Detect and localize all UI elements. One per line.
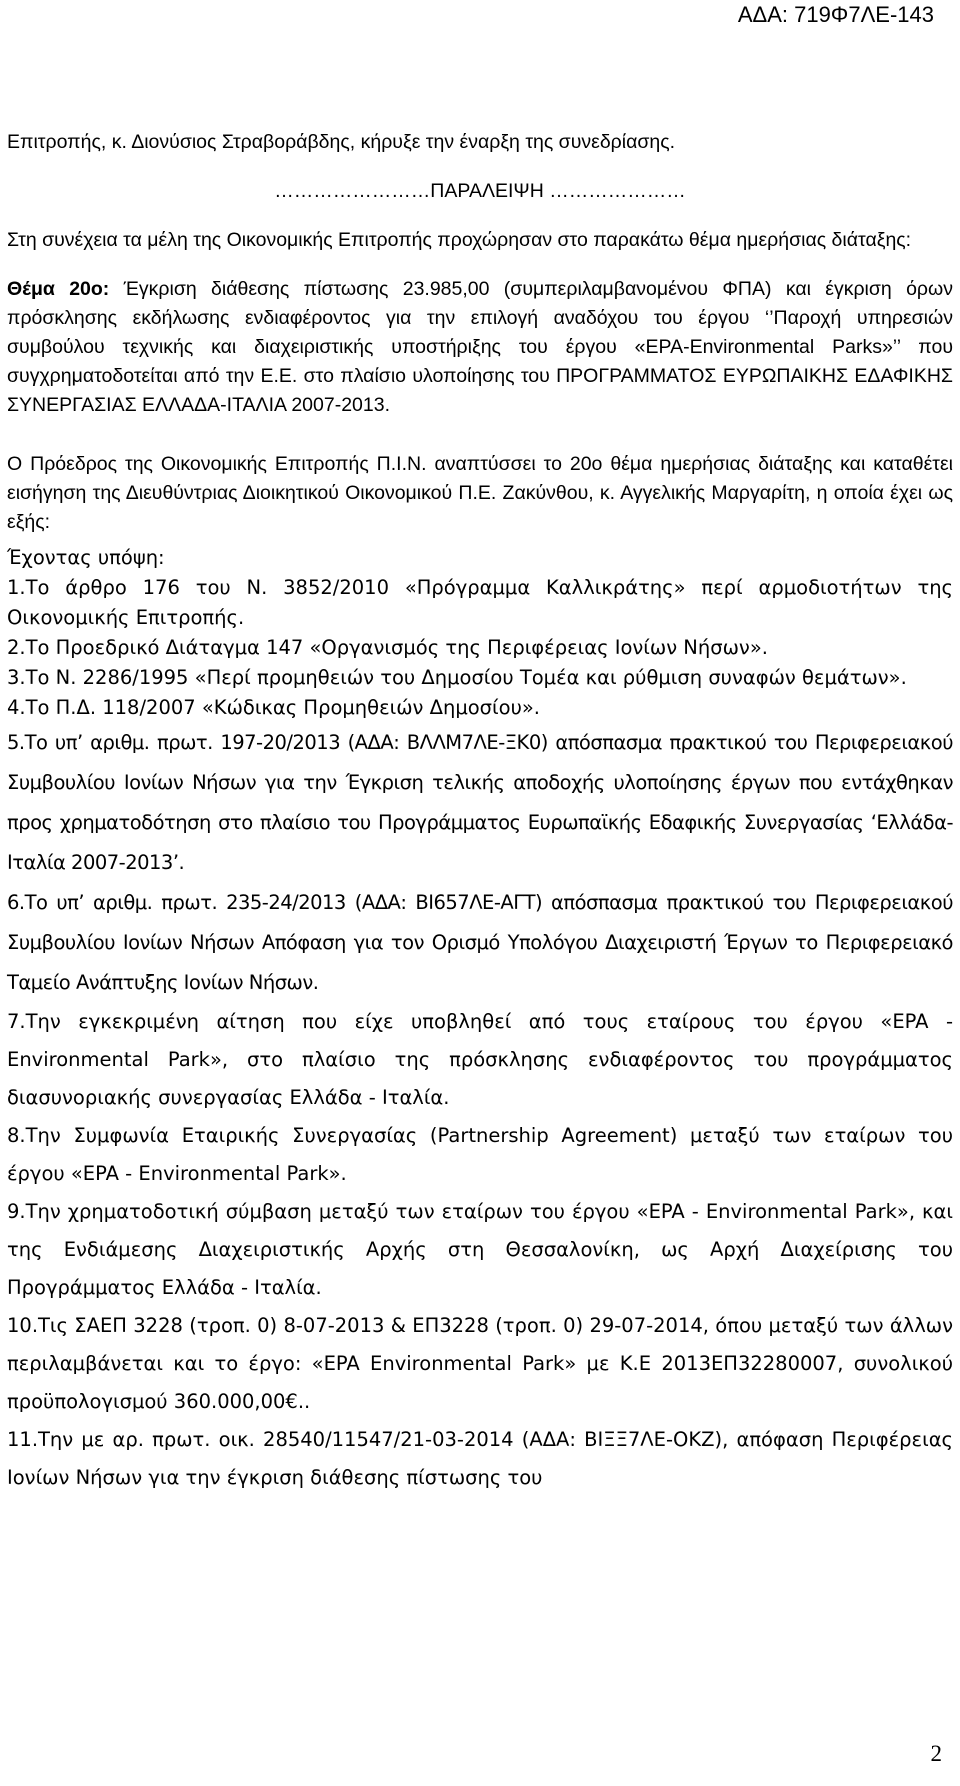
president-paragraph: Ο Πρόεδρος της Οικονομικής Επιτροπής Π.Ι.Ν. αναπτύσσει το 20ο θέμα ημερήσιας διάταξης και καταθέτει εισήγηση της Διευθύντριας Διοικητικού Οικονομικού Π.Ε. Ζακύνθου, κ. Αγγελικής Μαργαρίτη, η οποία έχει ως εξής: <box>7 453 953 533</box>
list-item: 9.Την χρηματοδοτική σύμβαση μεταξύ των εταίρων του έργου «EPA - Environmental Park», και της Ενδιάμεσης Διαχειριστικής Αρχής στη Θεσσαλονίκη, ως Αρχή Διαχείρισης του Προγράμματος Ελλάδα - Ιταλία. <box>7 1200 953 1299</box>
list-item: 2.Το Προεδρικό Διάταγμα 147 «Οργανισμός της Περιφέρειας Ιονίων Νήσων». <box>7 636 768 659</box>
topic-label: Θέμα 20ο: <box>7 278 110 300</box>
intro-paragraph: Επιτροπής, κ. Διονύσιος Στραβοράβδης, κήρυξε την έναρξη της συνεδρίασης. <box>7 131 676 153</box>
considering-list <box>7 543 953 1497</box>
topic-text: Έγκριση διάθεσης πίστωσης 23.985,00 (συμπεριλαμβανομένου ΦΠΑ) και έγκριση όρων πρόσκλησης εκδήλωσης ενδιαφέροντος για την επιλογή αναδόχου του έργου ‘’Παροχή υπηρεσιών συμβούλου τεχνικής και διαχειριστικής υποστήριξης του έργου «ΕPA-Environmental Parks»’’ που συγχρηματοδοτείται από την Ε.Ε. στο πλαίσιο υλοποίησης του ΠΡΟΓΡΑΜΜΑΤΟΣ ΕΥΡΩΠΑΙΚΗΣ ΕΔΑΦΙΚΗΣ ΣΥΝΕΡΓΑΣΙΑΣ ΕΛΛΑΔΑ-ΙΤΑΛΙΑ 2007-2013. <box>7 278 953 416</box>
ada-header: ΑΔΑ: 719Φ7ΛΕ-143 <box>737 2 934 27</box>
list-item: 5.Το υπ’ αριθμ. πρωτ. 197-20/2013 (ΑΔΑ: ΒΛΛΜ7ΛΕ-ΞΚ0) απόσπασμα πρακτικού του Περιφερειακού Συμβουλίου Ιονίων Νήσων για την Έγκριση τελικής αποδοχής υλοποίησης έργων που εντάχθηκαν προς χρηματοδότηση στο πλαίσιο του Προγράμματος Ευρωπαϊκής Εδαφικής Συνεργασίας ‘Ελλάδα- Ιταλία 2007-2013’. <box>7 731 953 874</box>
list-item: 4.Το Π.Δ. 118/2007 «Κώδικας Προμηθειών Δημοσίου». <box>7 696 540 719</box>
list-item: 8.Την Συμφωνία Εταιρικής Συνεργασίας (Partnership Agreement) μεταξύ των εταίρων του έργου «EPA - Environmental Park». <box>7 1124 953 1185</box>
topic-paragraph <box>7 275 953 420</box>
omission-line: ……………………ΠΑΡΑΛΕΙΨΗ ………………… <box>274 180 686 202</box>
list-item: 10.Τις ΣΑΕΠ 3228 (τροπ. 0) 8-07-2013 & ΕΠ3228 (τροπ. 0) 29-07-2014, όπου μεταξύ των άλλων περιλαμβάνεται και το έργο: «ΕPA Environmental Park» με Κ.Ε 2013ΕΠ32280007, συνολικού προϋπολογισμού 360.000,00€.. <box>7 1314 953 1413</box>
continuation-paragraph: Στη συνέχεια τα μέλη της Οικονομικής Επιτροπής προχώρησαν στο παρακάτω θέμα ημερήσιας διάταξης: <box>7 229 912 251</box>
list-item: 7.Την εγκεκριμένη αίτηση που είχε υποβληθεί από τους εταίρους του έργου «EPA - Environmental Park», στο πλαίσιο της πρόσκλησης ενδιαφέροντος του προγράμματος διασυνοριακής συνεργασίας Ελλάδα - Ιταλία. <box>7 1010 953 1109</box>
list-item: 1.Το άρθρο 176 του Ν. 3852/2010 «Πρόγραμμα Καλλικράτης» περί αρμοδιοτήτων της Οικονομικής Επιτροπής. <box>7 576 953 629</box>
list-item: 11.Την με αρ. πρωτ. οικ. 28540/11547/21-03-2014 (ΑΔΑ: ΒΙΞΞ7ΛΕ-ΟΚΖ), απόφαση Περιφέρειας Ιονίων Νήσων για την έγκριση διάθεσης πίστωσης του <box>7 1428 953 1489</box>
document-body <box>7 128 953 1497</box>
page-number: 2 <box>930 1741 942 1766</box>
list-item: 6.Το υπ’ αριθμ. πρωτ. 235-24/2013 (ΑΔΑ: ΒΙ657ΛΕ-ΑΓΤ) απόσπασμα πρακτικού του Περιφερειακού Συμβουλίου Ιονίων Νήσων Απόφαση για τον Ορισμό Υπολόγου Διαχειριστή Έργων το Περιφερειακό Ταμείο Ανάπτυξης Ιονίων Νήσων. <box>7 891 953 994</box>
list-item: 3.Το Ν. 2286/1995 «Περί προμηθειών του Δημοσίου Τομέα και ρύθμιση συναφών θεμάτων». <box>7 666 907 689</box>
considering-heading: Έχοντας υπόψη: <box>7 546 165 569</box>
